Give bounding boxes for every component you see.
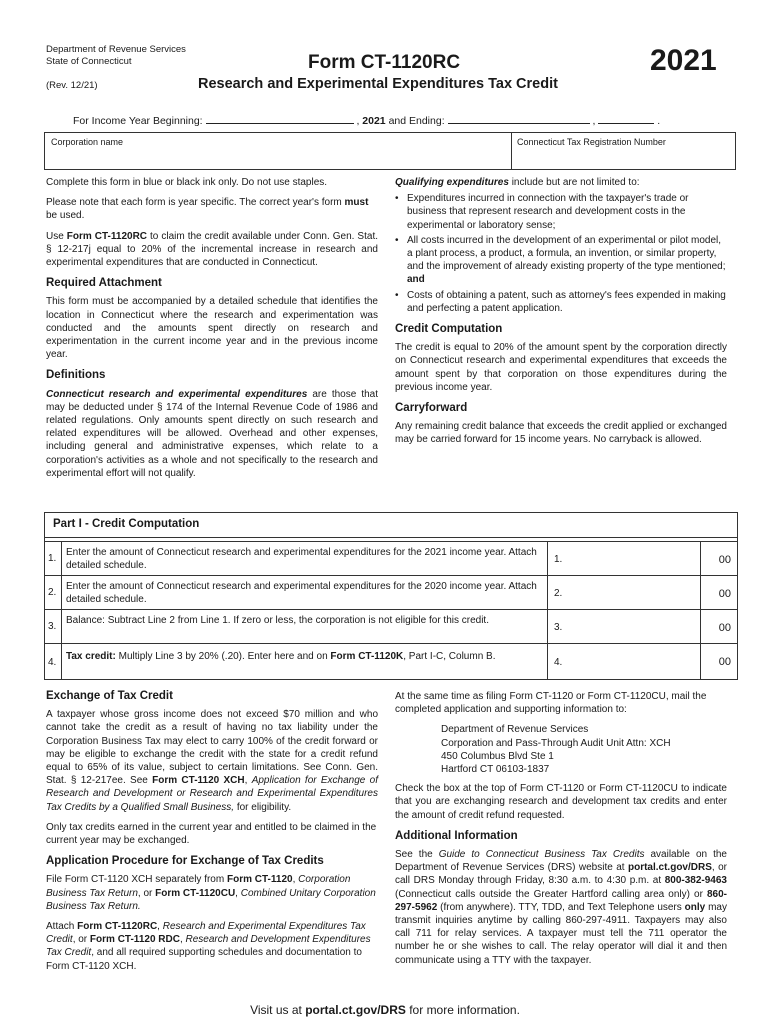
ink-instruction: Complete this form in blue or black ink only. Do not use staples. xyxy=(46,177,328,188)
checkbox-instructions: Check the box at the top of Form CT-1120 or Form CT-1120CU to indicate that you are exchanging research and development tax credits and enter the amount of credit refund requested. xyxy=(395,783,727,821)
mailing-instructions: At the same time as filing Form CT-1120 or Form CT-1120CU, mail the completed application and supporting information to: xyxy=(395,691,707,716)
required-attachment-text: This form must be accompanied by a detailed schedule that identifies the location in Connecticut where the research and experimentation was conducted and the amounts spent directly on research and experimentation in the current income year and in the previous income year. xyxy=(46,296,378,361)
address-line: Department of Revenue Services xyxy=(441,724,589,736)
additional-info-heading: Additional Information xyxy=(395,829,518,842)
part1-title: Part I - Credit Computation xyxy=(53,518,200,530)
address-line: Corporation and Pass-Through Audit Unit Attn: XCH xyxy=(441,737,671,749)
exchange-heading: Exchange of Tax Credit xyxy=(46,690,173,702)
footer: Visit us at portal.ct.gov/DRS for more information. xyxy=(250,1003,520,1017)
exchange-right-column xyxy=(395,690,727,974)
table-row xyxy=(45,541,737,575)
qualifying-intro: Qualifying expenditures include but are not limited to: xyxy=(395,177,640,188)
form-title: Form CT-1120RC xyxy=(308,52,461,73)
cents-label: 00 xyxy=(718,554,731,566)
credit-purpose: Use Form CT-1120RC to claim the credit available under Conn. Gen. Stat. § 12-217j equal to 20% of the incremental increase in research and experimental expenditures that are conducted in Connecticut. xyxy=(46,230,379,269)
instructions-right-column xyxy=(395,176,727,454)
address-line: 450 Columbus Blvd Ste 1 xyxy=(441,750,554,762)
form-subtitle: Research and Experimental Expenditures Tax Credit xyxy=(198,76,558,92)
income-period: . xyxy=(657,115,661,127)
line-description: Enter the amount of Connecticut research and experimental expenditures for the 2021 income year. Attach detailed schedule. xyxy=(66,547,537,571)
state-name: State of Connecticut xyxy=(46,56,132,67)
website-link[interactable]: portal.ct.gov/DRS xyxy=(305,1003,406,1017)
income-sep-2: , xyxy=(592,115,596,127)
table-row xyxy=(45,643,737,680)
income-year-text: 2021 xyxy=(362,115,386,127)
year-specific-note: Please note that each form is year specific. The correct year's form must be used. xyxy=(46,197,369,222)
department-heading xyxy=(46,44,186,68)
line-description: Balance: Subtract Line 2 from Line 1. If zero or less, the corporation is not eligible for this credit. xyxy=(66,615,489,626)
corp-box-divider xyxy=(511,133,512,169)
procedure-text-2: Attach Form CT-1120RC, Research and Experimental Expenditures Tax Credit, or Form CT-1120 RDC, Research and Development Expenditures Tax Credit, and all required supporting schedules and documentation to Form CT-1120 XCH. xyxy=(46,921,371,972)
line-4-amount-field[interactable]: 4. 00 xyxy=(547,644,739,680)
table-row xyxy=(45,575,737,609)
credit-computation-text: The credit is equal to 20% of the amount spent by the corporation directly on Connecticut research and experimental expenditures that exceeds the amount spent by that corporation on those expenditures during the previous income year. xyxy=(395,342,727,393)
table-row xyxy=(45,609,737,643)
income-begin-label: For Income Year Beginning: xyxy=(73,115,203,127)
income-end-year-field[interactable] xyxy=(598,114,654,124)
income-end-field[interactable] xyxy=(448,114,590,124)
income-begin-field[interactable] xyxy=(206,114,354,124)
qualifying-list xyxy=(395,192,727,315)
cents-label: 00 xyxy=(718,622,731,634)
line-2-amount-field[interactable]: 2. 00 xyxy=(547,576,739,609)
line-number: 3. xyxy=(48,621,57,632)
carryforward-text: Any remaining credit balance that exceeds the credit applied or exchanged may be carried forward for 15 income years. No carryback is allowed. xyxy=(395,421,727,446)
carryforward-heading: Carryforward xyxy=(395,402,468,415)
required-attachment-heading: Required Attachment xyxy=(46,277,162,290)
line-1-amount-field[interactable]: 1. 00 xyxy=(547,542,739,575)
list-item: • Costs of obtaining a patent, such as attorney's fees expended in making and perfecting a patent application. xyxy=(395,289,727,315)
exchange-eligibility-text: Only tax credits earned in the current year and entitled to be claimed in the current year may be exchanged. xyxy=(46,821,377,847)
exchange-left-column xyxy=(46,690,378,980)
registration-number-label: Connecticut Tax Registration Number xyxy=(517,137,666,147)
corporation-info-box xyxy=(44,132,736,170)
income-end-label: and Ending: xyxy=(388,115,445,127)
income-year-line xyxy=(73,114,660,127)
part1-credit-computation xyxy=(44,512,738,680)
income-sep-1: , xyxy=(356,115,360,127)
line-description: Enter the amount of Connecticut research and experimental expenditures for the 2020 income year. Attach detailed schedule. xyxy=(66,581,537,605)
line-number: 1. xyxy=(48,553,57,564)
dept-name: Department of Revenue Services xyxy=(46,44,186,55)
definitions-heading: Definitions xyxy=(46,369,106,382)
line-description: Tax credit: Multiply Line 3 by 20% (.20). Enter here and on Form CT-1120K, Part I-C, Column B. xyxy=(66,651,496,662)
corporation-name-label: Corporation name xyxy=(51,137,124,147)
list-item: • Expenditures incurred in connection with the taxpayer's trade or business that represent research and development costs in the experimental or laboratory sense; xyxy=(395,192,727,232)
additional-info-text: See the Guide to Connecticut Business Tax Credits available on the Department of Revenue Services (DRS) website at portal.ct.gov/DRS, or call DRS Monday through Friday, 8:30 a.m. to 4:30 p.m. at 800-382-9463 (Connecticut calls outside the Greater Hartford calling area only) or 860-297-5962 (from anywhere). TTY, TDD, and Text Telephone users only may transmit inquiries anytime by calling 860-297-4911. Taxpayers may also call 711 for relay services. A taxpayer must tell the 711 operator the number he or she wishes to call. The relay operator will dial it and then communicate using a TTY with the taxpayer. xyxy=(395,849,727,966)
revision-date: (Rev. 12/21) xyxy=(46,80,98,91)
address-line: Hartford CT 06103-1837 xyxy=(441,764,550,776)
list-item: • All costs incurred in the development of an experimental or pilot model, a plant process, a product, a formula, an invention, or similar property, and the improvement of already existing property of the type mentioned; and xyxy=(395,234,727,287)
instructions-left-column xyxy=(46,176,378,487)
mailing-address xyxy=(441,723,727,776)
tax-year: 2021 xyxy=(650,44,717,77)
procedure-text-1: File Form CT-1120 XCH separately from Form CT-1120, Corporation Business Tax Return, or Form CT-1120CU, Combined Unitary Corporation Business Tax Return. xyxy=(46,874,376,912)
cents-label: 00 xyxy=(718,588,731,600)
line-3-amount-field[interactable]: 3. 00 xyxy=(547,610,739,643)
line-number: 2. xyxy=(48,587,57,598)
cents-label: 00 xyxy=(718,656,731,668)
exchange-text: A taxpayer whose gross income does not exceed $70 million and who cannot take the credit as a result of having no tax liability under the Corporation Business Tax may elect to carry 100% of the credit forward or may be eligible to exchange the credit with the state for a credit refund equal to 65% of its value, subject to certain limitations. See Conn. Gen. Stat. § 12-217ee. See Form CT-1120 XCH, Application for Exchange of Research and Development or Research and Experimental Expenditures Tax Credits by a Qualified Small Business, for eligibility. xyxy=(46,709,378,813)
procedure-heading: Application Procedure for Exchange of Tax Credits xyxy=(46,855,324,868)
definitions-text: Connecticut research and experimental expenditures are those that may be deducted under § 174 of the Internal Revenue Code of 1986 and related regulations. Only amounts spent directly on such research and related expenditures will be allowed. Overhead and other expenses, including general and administrative expenses, which relate to a corporation's activities as a whole and not specifically to the research and experimental effort will not qualify. xyxy=(46,388,378,479)
line-number: 4. xyxy=(48,657,57,668)
credit-computation-heading: Credit Computation xyxy=(395,323,503,336)
